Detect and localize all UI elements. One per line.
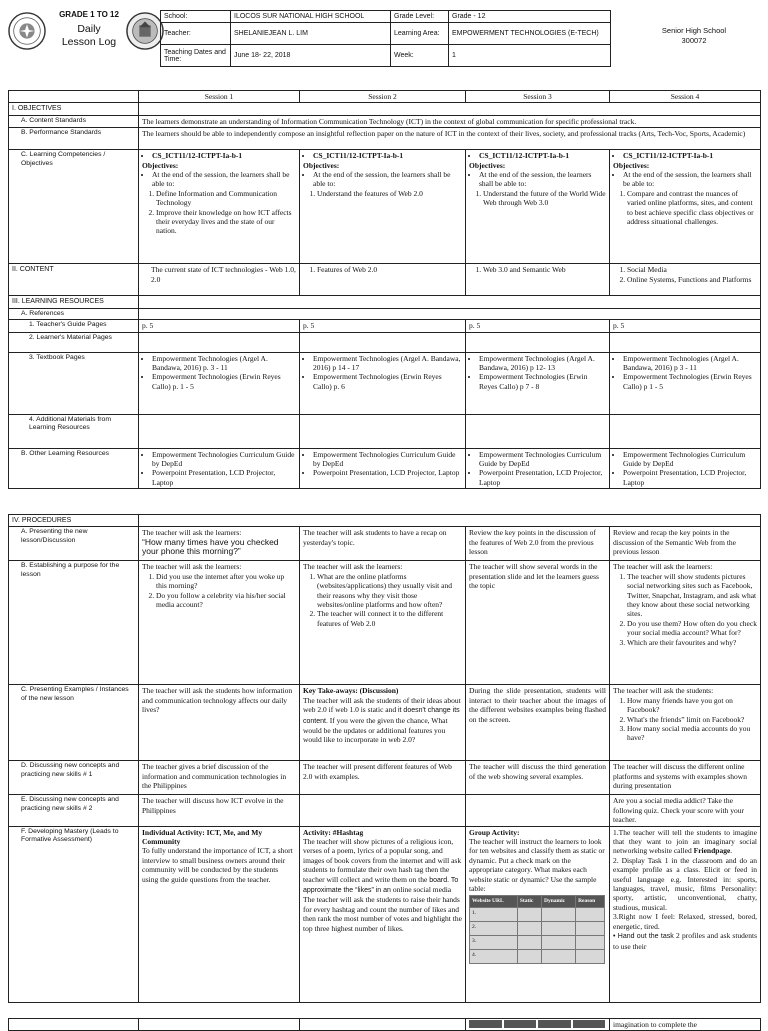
- competency-code: • CS_ICT11/12-ICTPT-Ia-b-1: [479, 151, 606, 160]
- resource-item: • Empowerment Technologies Curriculum Guide by DepEd: [623, 450, 757, 469]
- sample-table-header: Reason: [576, 896, 605, 908]
- teacher-label: Teacher:: [161, 23, 231, 45]
- purpose-item: 2. Do you follow a celebrity via his/her social media account?: [156, 591, 296, 610]
- title-line-1: Daily: [77, 23, 101, 35]
- content-session-1: The current state of ICT technologies - Web 1.0, 2.0: [139, 264, 300, 296]
- objectives-word: Objectives:: [142, 160, 179, 170]
- dates-value: June 18- 22, 2018: [231, 45, 391, 67]
- session-3-header: Session 3: [466, 91, 610, 103]
- new-concepts-1-s4: The teacher will discuss the different online platforms and systems with examples shown during presentation: [610, 761, 761, 795]
- school-seal-icon: [126, 12, 164, 50]
- objectives-word: Objectives:: [469, 160, 506, 170]
- takeaways-text-c: If you were the given the chance, What would be the updates or additional features you would like to incorporate in web 2.0?: [303, 715, 448, 745]
- teachers-guide-s2: p. 5: [300, 320, 466, 332]
- textbook-item: • Empowerment Technologies (Argel A. Bandawa, 2016) p. 3 - 11: [152, 354, 296, 373]
- presenting-examples-s4: [610, 685, 761, 761]
- textbooks-session-2: [300, 352, 466, 414]
- presenting-examples-s3: During the slide presentation, students will interact to their teacher about the images of the different websites examples being flashed on the screen.: [466, 685, 610, 761]
- competency-code: • CS_ICT11/12-ICTPT-Ia-b-1: [313, 151, 462, 160]
- shs-school-id: 300072: [681, 36, 707, 45]
- learning-area-value: EMPOWERMENT TECHNOLOGIES (E-TECH): [449, 23, 611, 45]
- content-item: 2. Online Systems, Functions and Platforms: [627, 275, 757, 284]
- purpose-item: 2. Do you use them? How often do you check your social media account? What for?: [627, 619, 757, 638]
- examples-intro: The teacher will ask the students:: [613, 686, 714, 696]
- textbooks-session-3: [466, 352, 610, 414]
- deped-seal-icon: [8, 12, 46, 50]
- other-resources-s1: [139, 448, 300, 489]
- textbook-item: • Empowerment Technologies (Erwin Reyes Callo) p 1 - 5: [623, 372, 757, 391]
- content-label: II. CONTENT: [9, 264, 139, 296]
- establishing-purpose-s1: [139, 561, 300, 685]
- objective-intro: • At the end of the session, the learners shall be able to:: [479, 170, 606, 189]
- week-value: 1: [449, 45, 611, 67]
- friendpage-name: Friendpage: [693, 846, 731, 856]
- school-value: ILOCOS SUR NATIONAL HIGH SCHOOL: [231, 11, 391, 23]
- teachers-guide-s1: p. 5: [139, 320, 300, 332]
- objective-intro: • At the end of the session, the learners shall be able to:: [623, 170, 757, 189]
- objectives-heading: I. OBJECTIVES: [9, 103, 139, 115]
- sample-table-row: 3.: [470, 936, 518, 950]
- presenting-lesson-s4: Review and recap the key points in the discussion of the Semantic Web from the previous lesson: [610, 527, 761, 561]
- presenting-examples-s2: [300, 685, 466, 761]
- presenting-lesson-s1: [139, 527, 300, 561]
- developing-mastery-s4: 1.The teacher will tell the students to imagine that they want to join an imaginary social networking website called Friendpage. 2. Display Task 1 in the classroom and do an example profile as a class. Elicit or feed in useful language e.g. Interested in: sports, languages, travel, music, films Personality: sporty, artistic, unconventional, chatty, studious, musical. 3.Right now I feel: Relaxed, stressed, bored, energetic, tired. • Hand out the task 2 profiles and ask students to use their: [610, 826, 761, 1002]
- presenting-examples-label: C. Presenting Examples / Instances of the new lesson: [9, 685, 139, 761]
- grade-range: GRADE 1 TO 12: [59, 10, 119, 19]
- activity-text-b: board. To approximate the “likes” in an: [303, 876, 459, 895]
- purpose-intro: The teacher will ask the learners:: [142, 562, 242, 572]
- new-concepts-2-s4: Are you a social media addict? Take the following quiz. Check your score with your teacher.: [610, 795, 761, 826]
- activity-title: Individual Activity: ICT, Me, and My Community: [142, 827, 263, 847]
- purpose-item: 3. Which are their favourites and why?: [627, 638, 757, 647]
- establishing-purpose-s2: [300, 561, 466, 685]
- performance-standards-text: The learners should be able to independently compose an insightful reflection paper on the nature of ICT in the context of their lives, society, and professional tracks (Arts, Tech-Voc, Sports, Academic): [139, 128, 761, 150]
- prompt-intro: The teacher will ask the learners:: [142, 528, 242, 538]
- establishing-purpose-s3: The teacher will show several words in the presentation slide and let the learners guess the topic: [466, 561, 610, 685]
- competencies-session-3: [466, 150, 610, 264]
- table-header-stub: [504, 1020, 537, 1028]
- takeaways-text-b: it doesn't change its content.: [303, 707, 460, 725]
- mastery-step-4b: 2 profiles and ask students to use their: [613, 931, 758, 951]
- examples-item: 2. What's the friends” limit on Facebook?: [627, 715, 757, 724]
- session-1-header: Session 1: [139, 91, 300, 103]
- continuation-s4: imagination to complete the: [610, 1019, 761, 1031]
- objectives-table: [8, 90, 761, 489]
- procedures-heading: IV. PROCEDURES: [9, 515, 139, 527]
- content-session-4: [610, 264, 761, 296]
- procedures-table: [8, 514, 761, 1003]
- new-concepts-2-label: E. Discussing new concepts and practicing new skills # 2: [9, 795, 139, 826]
- content-session-3: [466, 264, 610, 296]
- learners-material-label: 2. Learner's Material Pages: [9, 332, 139, 352]
- objective-item: 1. Compare and contrast the nuances of varied online platforms, sites, and content to best achieve specific class objectives or address situational challenges.: [627, 189, 757, 227]
- textbook-item: • Empowerment Technologies (Argel A. Bandawa, 2016) p 3 - 11: [623, 354, 757, 373]
- purpose-item: 1. What are the online platforms (websites/applications) they usually visit and their reasons why they visit those websites/online platforms and how often?: [317, 572, 462, 610]
- performance-standards-label: B. Performance Standards: [9, 128, 139, 150]
- teacher-value: SHELANIEJEAN L. LIM: [231, 23, 391, 45]
- objective-item: 2. Improve their knowledge on how ICT affects their everyday lives and the state of our nation.: [156, 208, 296, 236]
- purpose-item: 1. The teacher will show students pictures social networking sites such as Facebook, Twitter, Snapchat, Instagram, and ask what they know about these social networking sites.: [627, 572, 757, 619]
- grade-level-label: Grade Level:: [391, 11, 449, 23]
- objective-intro: • At the end of the session, the learners shall be able to:: [152, 170, 296, 189]
- examples-item: 3. How many social media accounts do you have?: [627, 724, 757, 743]
- teachers-guide-s3: p. 5: [466, 320, 610, 332]
- shs-info: [636, 26, 752, 46]
- log-title: [46, 10, 132, 49]
- school-label: School:: [161, 11, 231, 23]
- sample-table-header: Dynamic: [541, 896, 575, 908]
- references-label: A. References: [9, 308, 139, 320]
- session-4-header: Session 4: [610, 91, 761, 103]
- textbooks-session-4: [610, 352, 761, 414]
- textbook-item: • Empowerment Technologies (Argel A. Bandawa, 2016) p 12- 13: [479, 354, 606, 373]
- log-header: [6, 8, 764, 70]
- textbook-item: • Empowerment Technologies (Argel A. Bandawa, 2016) p 14 - 17: [313, 354, 462, 373]
- takeaways-title: Key Take-aways: (Discussion): [303, 686, 399, 696]
- purpose-item: 1. Did you use the internet after you woke up this morning?: [156, 572, 296, 591]
- teachers-guide-label: 1. Teacher's Guide Pages: [9, 320, 139, 332]
- sample-table-row: 2.: [470, 922, 518, 936]
- shs-line-1: Senior High School: [661, 26, 727, 35]
- textbook-item: • Empowerment Technologies (Erwin Reyes Callo) p. 1 - 5: [152, 372, 296, 391]
- resource-item: • Powerpoint Presentation, LCD Projector, Laptop: [623, 468, 757, 487]
- sample-table-header: Website URL: [470, 896, 518, 908]
- activity-title: Group Activity:: [469, 827, 520, 837]
- other-resources-s3: [466, 448, 610, 489]
- presenting-examples-s1: The teacher will ask the students how information and communication technology affects our daily lives?: [139, 685, 300, 761]
- presenting-lesson-s2: The teacher will ask students to have a recap on yesterday's topic.: [300, 527, 466, 561]
- competencies-session-2: [300, 150, 466, 264]
- objectives-word: Objectives:: [303, 160, 340, 170]
- content-item: 1. Web 3.0 and Semantic Web: [483, 265, 606, 274]
- takeaways-text-a: The teacher will ask the students of their ideas about web 2.0 if web 1.0 is static and: [303, 695, 461, 715]
- objective-item: 1. Define Information and Communication Technology: [156, 189, 296, 208]
- activity-title: Activity: #Hashtag: [303, 827, 364, 837]
- content-standards-text: The learners demonstrate an understanding of Information Communication Technology (ICT) in the context of global communication for specific professional track.: [139, 115, 761, 127]
- resource-item: • Empowerment Technologies Curriculum Guide by DepEd: [479, 450, 606, 469]
- dates-label: Teaching Dates and Time:: [161, 45, 231, 67]
- competency-code: • CS_ICT11/12-ICTPT-Ia-b-1: [623, 151, 757, 160]
- establishing-purpose-s4: [610, 561, 761, 685]
- title-line-2: Lesson Log: [61, 36, 117, 48]
- purpose-intro: The teacher will ask the learners:: [613, 562, 713, 572]
- mastery-step-3: 3.Right now I feel: Relaxed, stressed, bored, energetic, tired.: [613, 912, 757, 931]
- developing-mastery-label: F. Developing Mastery (Leads to Formative Assessment): [9, 826, 139, 1002]
- other-resources-label: B. Other Learning Resources: [9, 448, 139, 489]
- learning-resources-heading: III. LEARNING RESOURCES: [9, 296, 139, 308]
- activity-text-c: online social media The teacher will ask the students to raise their hands for every hashtag and count the number of likes and then rank the most number of votes and highlight the top three highest number of likes.: [303, 885, 462, 933]
- new-concepts-1-s3: The teacher will discuss the third generation of the web showing several examples.: [466, 761, 610, 795]
- other-resources-s4: [610, 448, 761, 489]
- purpose-item: 2. The teacher will connect it to the different features of Web 2.0: [317, 609, 462, 628]
- mastery-step-2: 2. Display Task 1 in the classroom and do an example profile as a class. Elicit or feed in useful language e.g. Interested in: sports, languages, travel, music, films Personality: sporty, artistic, unconventional, chatty, studious, musical.: [613, 855, 757, 912]
- textbook-item: • Empowerment Technologies (Erwin Reyes Callo) p. 6: [313, 372, 462, 391]
- table-header-stub: [469, 1020, 502, 1028]
- content-session-2: [300, 264, 466, 296]
- sample-website-table: [469, 895, 605, 964]
- objectives-word: Objectives:: [613, 160, 650, 170]
- mastery-step-4a: • Hand out the task: [613, 933, 674, 941]
- textbooks-session-1: [139, 352, 300, 414]
- prompt-quote: “How many times have you checked your phone this morning?”: [142, 536, 279, 557]
- resource-item: • Powerpoint Presentation, LCD Projector, Laptop: [313, 468, 462, 477]
- new-concepts-1-label: D. Discussing new concepts and practicing new skills # 1: [9, 761, 139, 795]
- info-table: [160, 10, 611, 67]
- developing-mastery-s1: [139, 826, 300, 1002]
- textbook-pages-label: 3. Textbook Pages: [9, 352, 139, 414]
- competencies-label: C. Learning Competencies / Objectives: [9, 150, 139, 264]
- grade-level-value: Grade - 12: [449, 11, 611, 23]
- week-label: Week:: [391, 45, 449, 67]
- additional-materials-label: 4. Additional Materials from Learning Resources: [9, 414, 139, 448]
- teachers-guide-s4: p. 5: [610, 320, 761, 332]
- new-concepts-1-s2: The teacher will present different features of Web 2.0 with examples.: [300, 761, 466, 795]
- resource-item: • Empowerment Technologies Curriculum Guide by DepEd: [313, 450, 462, 469]
- textbook-item: • Empowerment Technologies (Erwin Reyes Callo) p 7 - 8: [479, 372, 606, 391]
- objective-item: 1. Understand the future of the World Wide Web through Web 3.0: [483, 189, 606, 208]
- new-concepts-1-s1: The teacher gives a brief discussion of the information and communication technologies in the Philippines: [139, 761, 300, 795]
- sample-table-row: 4.: [470, 950, 518, 964]
- developing-mastery-s3: [466, 826, 610, 1002]
- other-resources-s2: [300, 448, 466, 489]
- competency-code: • CS_ICT11/12-ICTPT-Ia-b-1: [152, 151, 296, 160]
- examples-item: 1. How many friends have you got on Facebook?: [627, 696, 757, 715]
- purpose-intro: The teacher will ask the learners:: [303, 562, 403, 572]
- objective-intro: • At the end of the session, the learners shall be able to:: [313, 170, 462, 189]
- session-2-header: Session 2: [300, 91, 466, 103]
- sample-table-header: Static: [517, 896, 541, 908]
- content-standards-label: A. Content Standards: [9, 115, 139, 127]
- resource-item: • Empowerment Technologies Curriculum Guide by DepEd: [152, 450, 296, 469]
- continuation-table: [8, 1018, 761, 1031]
- resource-item: • Powerpoint Presentation, LCD Projector, Laptop: [152, 468, 296, 487]
- competencies-session-4: [610, 150, 761, 264]
- table-header-stub: [538, 1020, 571, 1028]
- resource-item: • Powerpoint Presentation, LCD Projector, Laptop: [479, 468, 606, 487]
- presenting-lesson-label: A. Presenting the new lesson/Discussion: [9, 527, 139, 561]
- establishing-purpose-label: B. Establishing a purpose for the lesson: [9, 561, 139, 685]
- competencies-session-1: [139, 150, 300, 264]
- presenting-lesson-s3: Review the key points in the discussion of the features of Web 2.0 from the previous lesson: [466, 527, 610, 561]
- developing-mastery-s2: [300, 826, 466, 1002]
- sample-table-row: 1.: [470, 908, 518, 922]
- objective-item: 1. Understand the features of Web 2.0: [317, 189, 462, 198]
- mastery-step-1: 1.The teacher will tell the students to imagine that they want to join an imaginary social networking website called: [613, 827, 757, 856]
- activity-text-a: The teacher will show pictures of a religious icon, verses of a poem, lyrics of a popular song, and images of book covers from the internet and will ask students to formulate their own hash tag then the teacher will collect and write them on the: [303, 837, 462, 884]
- new-concepts-2-s1: The teacher will discuss how ICT evolve in the Philippines: [139, 795, 300, 826]
- learning-area-label: Learning Area:: [391, 23, 449, 45]
- table-header-stub: [573, 1020, 606, 1028]
- content-item: 1. Features of Web 2.0: [317, 265, 462, 274]
- activity-text: To fully understand the importance of ICT, a short interview to small business owners around their community will be conducted by the students using the guide questions from the teacher.: [142, 846, 293, 884]
- content-item: 1. Social Media: [627, 265, 757, 274]
- activity-text: The teacher will instruct the learners to look for ten websites and classify them as static or dynamic. Put a check mark on the appropriate category. What makes each website static or dynamic? Use the sample table:: [469, 837, 605, 894]
